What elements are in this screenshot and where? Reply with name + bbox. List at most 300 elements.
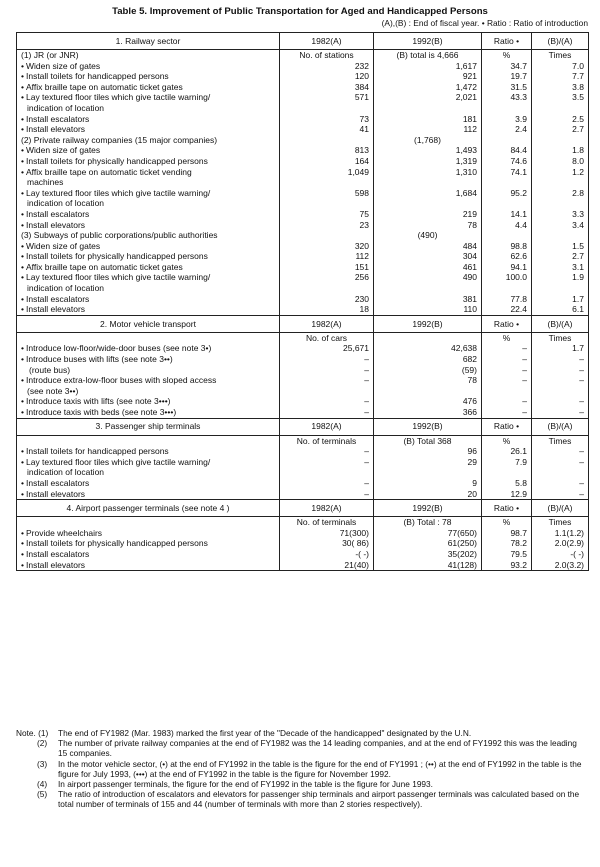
value-1982: 41 — [280, 124, 374, 135]
row-label — [17, 241, 280, 252]
value-1992: 1,493 — [374, 145, 482, 156]
row-label-text: • Affix braille tape on automatic ticket vending — [21, 167, 275, 178]
table-row — [17, 167, 589, 188]
value-1982: 320 — [280, 241, 374, 252]
row-label — [17, 549, 280, 560]
row-label-text: (1) JR (or JNR) — [21, 50, 79, 60]
row-label-text: • Affix braille tape on automatic ticket gates — [21, 262, 275, 273]
row-label-text: • Introduce low-floor/wide-door buses (see note 3•) — [21, 343, 275, 354]
value-1992: 1,617 — [374, 61, 482, 72]
table-row — [17, 82, 589, 93]
value-1992: (1,768) — [374, 135, 482, 146]
value-times: 2.0(2.9) — [532, 538, 589, 549]
value-ratio: 78.2 — [482, 538, 532, 549]
row-label-text: • Introduce buses with lifts (see note 3••) — [21, 354, 275, 365]
value-ratio: 3.9 — [482, 114, 532, 125]
value-1992: 219 — [374, 209, 482, 220]
value-1982: 73 — [280, 114, 374, 125]
value-times: 2.0(3.2) — [532, 560, 589, 571]
table-row — [17, 92, 589, 113]
table-row — [17, 251, 589, 262]
value-1982: – — [280, 489, 374, 500]
value-1982: 571 — [280, 92, 374, 113]
row-label — [17, 188, 280, 209]
table-row — [17, 241, 589, 252]
value-1982: 30( 86) — [280, 538, 374, 549]
value-1992: 96 — [374, 446, 482, 457]
row-label-text: (route bus) — [29, 364, 71, 375]
row-label — [17, 124, 280, 135]
value-ratio: 12.9 — [482, 489, 532, 500]
value-ratio: 31.5 — [482, 82, 532, 93]
table-row — [17, 135, 589, 146]
row-label-text: • Introduce extra-low-floor buses with sloped access — [21, 375, 275, 386]
note-text: In airport passenger terminals, the figure for the end of FY1992 in the table is the figure for June 1993. — [58, 779, 433, 790]
value-times: – — [532, 407, 589, 418]
table-row — [17, 71, 589, 82]
header-cell: 3. Passenger ship terminals — [17, 418, 280, 435]
value-times: – — [532, 396, 589, 407]
table-row — [17, 375, 589, 396]
value-ratio: 98.8 — [482, 241, 532, 252]
table-row — [17, 114, 589, 125]
row-label — [17, 114, 280, 125]
header-cell: Ratio • — [482, 315, 532, 332]
row-label-continued: machines — [27, 177, 64, 188]
value-times: Times — [532, 517, 589, 528]
row-label-text: • Install escalators — [21, 294, 275, 305]
value-1982: 112 — [280, 251, 374, 262]
value-1992: 78 — [374, 375, 482, 396]
row-label — [17, 457, 280, 478]
value-ratio: – — [482, 343, 532, 354]
table-row — [17, 294, 589, 305]
row-label-continued: indication of location — [27, 467, 105, 478]
table-row — [17, 549, 589, 560]
note-item — [16, 759, 588, 779]
table-row — [17, 560, 589, 571]
value-1982: 18 — [280, 304, 374, 315]
value-ratio: 19.7 — [482, 71, 532, 82]
table-row — [17, 304, 589, 315]
value-1992: 77(650) — [374, 528, 482, 539]
value-ratio: 26.1 — [482, 446, 532, 457]
table-row — [17, 124, 589, 135]
table-row — [17, 332, 589, 343]
value-ratio: – — [482, 396, 532, 407]
value-ratio: 77.8 — [482, 294, 532, 305]
row-label — [17, 135, 280, 146]
value-1992: 682 — [374, 354, 482, 365]
header-cell: 1. Railway sector — [17, 33, 280, 50]
value-ratio: 62.6 — [482, 251, 532, 262]
row-label — [17, 407, 280, 418]
value-1992: 921 — [374, 71, 482, 82]
value-times: 3.8 — [532, 82, 589, 93]
note-text: The end of FY1982 (Mar. 1983) marked the first year of the "Decade of the handicapped" designated by the U.N. — [58, 728, 472, 738]
value-1982: 598 — [280, 188, 374, 209]
value-ratio: 34.7 — [482, 61, 532, 72]
row-label — [17, 220, 280, 231]
value-1992: 2,021 — [374, 92, 482, 113]
note-item — [16, 728, 588, 738]
value-times: -( -) — [532, 549, 589, 560]
header-cell: 1992(B) — [374, 315, 482, 332]
value-times: – — [532, 478, 589, 489]
row-label — [17, 82, 280, 93]
value-1992: 1,684 — [374, 188, 482, 209]
value-1992: 476 — [374, 396, 482, 407]
value-ratio: % — [482, 50, 532, 61]
value-1992: 381 — [374, 294, 482, 305]
value-ratio — [482, 230, 532, 241]
value-times: 2.8 — [532, 188, 589, 209]
value-1992: 9 — [374, 478, 482, 489]
value-1982: No. of terminals — [280, 517, 374, 528]
row-label-continued: indication of location — [27, 198, 105, 209]
value-1982: 164 — [280, 156, 374, 167]
value-1982: 23 — [280, 220, 374, 231]
section-header — [17, 315, 589, 332]
table-row — [17, 354, 589, 365]
value-times: 1.2 — [532, 167, 589, 188]
note-item — [16, 738, 588, 758]
note-item — [16, 779, 588, 789]
row-label — [17, 528, 280, 539]
value-ratio: % — [482, 435, 532, 446]
value-1982: 384 — [280, 82, 374, 93]
header-cell: Ratio • — [482, 418, 532, 435]
value-times: Times — [532, 435, 589, 446]
row-label-text: • Introduce taxis with lifts (see note 3•••) — [21, 396, 275, 407]
table-row — [17, 446, 589, 457]
row-label-text: • Install toilets for handicapped persons — [21, 446, 275, 457]
value-times: 7.7 — [532, 71, 589, 82]
value-ratio: 7.9 — [482, 457, 532, 478]
row-label — [17, 251, 280, 262]
table-row — [17, 272, 589, 293]
row-label — [17, 92, 280, 113]
value-1992: (59) — [374, 365, 482, 376]
value-1992: 29 — [374, 457, 482, 478]
value-ratio: 74.6 — [482, 156, 532, 167]
value-1992: 304 — [374, 251, 482, 262]
value-1982: 21(40) — [280, 560, 374, 571]
value-1992: 1,472 — [374, 82, 482, 93]
row-label — [17, 478, 280, 489]
row-label — [17, 294, 280, 305]
value-ratio: 74.1 — [482, 167, 532, 188]
table-row — [17, 396, 589, 407]
value-ratio: – — [482, 407, 532, 418]
row-label-text: • Widen size of gates — [21, 145, 275, 156]
row-label-text: • Lay textured floor tiles which give tactile warning/ — [21, 272, 275, 283]
value-1982: – — [280, 478, 374, 489]
value-times: Times — [532, 332, 589, 343]
table-row — [17, 478, 589, 489]
value-1992: 20 — [374, 489, 482, 500]
header-cell: (B)/(A) — [532, 500, 589, 517]
table-row — [17, 156, 589, 167]
row-label-text: • Affix braille tape on automatic ticket gates — [21, 82, 275, 93]
row-label — [17, 332, 280, 343]
value-1992: 42,638 — [374, 343, 482, 354]
value-times: 3.5 — [532, 92, 589, 113]
value-ratio: 5.8 — [482, 478, 532, 489]
value-1992: 461 — [374, 262, 482, 273]
value-1992: 110 — [374, 304, 482, 315]
value-times: 6.1 — [532, 304, 589, 315]
row-label-text: • Install toilets for physically handicapped persons — [21, 251, 275, 262]
row-label-text: (2) Private railway companies (15 major companies) — [21, 134, 218, 145]
value-times — [532, 230, 589, 241]
value-ratio: 4.4 — [482, 220, 532, 231]
value-times: 3.3 — [532, 209, 589, 220]
header-cell: 1982(A) — [280, 418, 374, 435]
row-label — [17, 375, 280, 396]
value-1982 — [280, 135, 374, 146]
value-times: 7.0 — [532, 61, 589, 72]
row-label-text: • Lay textured floor tiles which give tactile warning/ — [21, 92, 275, 103]
header-cell: (B)/(A) — [532, 33, 589, 50]
value-ratio: 84.4 — [482, 145, 532, 156]
value-times: 1.7 — [532, 343, 589, 354]
value-ratio: 2.4 — [482, 124, 532, 135]
note-text: The ratio of introduction of escalators and elevators for passenger ship terminals and airport passenger terminals was calculated based on the total number of terminals of 155 and 44 (number of terminals with more than 2 stories respectively). — [58, 789, 580, 810]
value-ratio: % — [482, 332, 532, 343]
value-times: 2.5 — [532, 114, 589, 125]
value-ratio: 100.0 — [482, 272, 532, 293]
row-label-text: • Install elevators — [21, 489, 275, 500]
header-cell: 1982(A) — [280, 315, 374, 332]
row-label — [17, 145, 280, 156]
row-label — [17, 61, 280, 72]
value-1992: (B) Total 368 — [374, 435, 482, 446]
value-1992: 490 — [374, 272, 482, 293]
table-row — [17, 343, 589, 354]
header-cell: 1982(A) — [280, 33, 374, 50]
table-row — [17, 61, 589, 72]
value-1992: 61(250) — [374, 538, 482, 549]
table-row — [17, 457, 589, 478]
row-label — [17, 517, 280, 528]
value-ratio: 94.1 — [482, 262, 532, 273]
header-cell: 1982(A) — [280, 500, 374, 517]
row-label-text: • Widen size of gates — [21, 241, 275, 252]
value-ratio: 43.3 — [482, 92, 532, 113]
row-label-continued: indication of location — [27, 283, 105, 294]
row-label — [17, 262, 280, 273]
row-label — [17, 560, 280, 571]
row-label — [17, 446, 280, 457]
value-ratio: 22.4 — [482, 304, 532, 315]
value-1982: 813 — [280, 145, 374, 156]
value-times: 3.1 — [532, 262, 589, 273]
value-times: 1.1(1.2) — [532, 528, 589, 539]
value-ratio: 14.1 — [482, 209, 532, 220]
value-1982: – — [280, 407, 374, 418]
row-label-text: • Install elevators — [21, 304, 275, 315]
note-item — [16, 789, 588, 809]
value-1982: – — [280, 365, 374, 376]
value-times: 1.8 — [532, 145, 589, 156]
note-label: (4) — [37, 779, 48, 790]
row-label — [17, 343, 280, 354]
value-ratio: – — [482, 354, 532, 365]
row-label-text: • Install elevators — [21, 560, 275, 571]
value-ratio: – — [482, 365, 532, 376]
table-row — [17, 538, 589, 549]
value-1982: 232 — [280, 61, 374, 72]
value-times: – — [532, 489, 589, 500]
value-1992: 35(202) — [374, 549, 482, 560]
note-text: In the motor vehicle sector, (•) at the end of FY1992 in the table is the figure for the end of FY1991 ; (••) at the end of FY1992 in the table is the figure for July 1993, (•••) at the end of FY1992 in the table is the figure for November 1992. — [58, 758, 582, 779]
value-1982: – — [280, 354, 374, 365]
header-cell: Ratio • — [482, 33, 532, 50]
table-row — [17, 365, 589, 376]
value-1992: (B) total is 4,666 — [374, 50, 482, 61]
row-label-text: • Install toilets for physically handicapped persons — [21, 156, 275, 167]
note-label: Note. (1) — [16, 728, 49, 738]
row-label-text: • Install toilets for physically handicapped persons — [21, 538, 275, 549]
header-cell: 1992(B) — [374, 418, 482, 435]
value-1992: 484 — [374, 241, 482, 252]
row-label-text: • Install escalators — [21, 209, 275, 220]
value-1982: 230 — [280, 294, 374, 305]
value-1982: 256 — [280, 272, 374, 293]
row-label-continued: indication of location — [27, 102, 105, 113]
row-label — [17, 71, 280, 82]
value-times: 2.7 — [532, 251, 589, 262]
row-label — [17, 50, 280, 61]
value-times: 1.9 — [532, 272, 589, 293]
value-times: 1.5 — [532, 241, 589, 252]
value-ratio: 93.2 — [482, 560, 532, 571]
value-times: Times — [532, 50, 589, 61]
row-label-text: • Install elevators — [21, 220, 275, 231]
note-label: (2) — [37, 738, 48, 749]
value-1982: No. of stations — [280, 50, 374, 61]
table-row — [17, 50, 589, 61]
row-label — [17, 304, 280, 315]
value-times: 2.7 — [532, 124, 589, 135]
row-label — [17, 396, 280, 407]
value-1992: 181 — [374, 114, 482, 125]
table-row — [17, 188, 589, 209]
value-times: – — [532, 457, 589, 478]
value-1992 — [374, 332, 482, 343]
header-cell: 1992(B) — [374, 33, 482, 50]
row-label — [17, 435, 280, 446]
value-times: – — [532, 446, 589, 457]
value-1992: 78 — [374, 220, 482, 231]
row-label — [17, 489, 280, 500]
value-1992: (490) — [374, 230, 482, 241]
notes — [16, 728, 588, 810]
table-row — [17, 230, 589, 241]
value-times: – — [532, 365, 589, 376]
value-1982: 25,671 — [280, 343, 374, 354]
row-label — [17, 365, 280, 376]
note-label: (3) — [37, 758, 48, 769]
row-label-text: (3) Subways of public corporations/public authorities — [21, 230, 218, 241]
value-1982: No. of terminals — [280, 435, 374, 446]
row-label-text: • Install toilets for handicapped persons — [21, 71, 275, 82]
note-label: (5) — [37, 789, 48, 800]
section-header — [17, 33, 589, 50]
note-text: The number of private railway companies at the end of FY1982 was the 14 leading companies, and at the end of FY1992 this was the leading 15 companies. — [58, 738, 577, 759]
row-label — [17, 230, 280, 241]
header-cell: 2. Motor vehicle transport — [17, 315, 280, 332]
value-1982: No. of cars — [280, 332, 374, 343]
row-label-text: • Widen size of gates — [21, 61, 275, 72]
value-1982: 71(300) — [280, 528, 374, 539]
value-1982: – — [280, 446, 374, 457]
value-1992: 1,319 — [374, 156, 482, 167]
value-times: – — [532, 354, 589, 365]
header-cell: Ratio • — [482, 500, 532, 517]
header-cell: 1992(B) — [374, 500, 482, 517]
row-label-continued: (see note 3••) — [27, 385, 79, 396]
value-1992: 1,310 — [374, 167, 482, 188]
table-row — [17, 220, 589, 231]
table-row — [17, 435, 589, 446]
value-ratio: 79.5 — [482, 549, 532, 560]
table-row — [17, 517, 589, 528]
row-label — [17, 538, 280, 549]
transport-table — [16, 32, 589, 571]
value-1992: 112 — [374, 124, 482, 135]
value-1982: 151 — [280, 262, 374, 273]
value-1992: 366 — [374, 407, 482, 418]
header-cell: (B)/(A) — [532, 418, 589, 435]
value-ratio: % — [482, 517, 532, 528]
value-times — [532, 135, 589, 146]
section-header — [17, 418, 589, 435]
row-label — [17, 167, 280, 188]
row-label-text: • Install escalators — [21, 478, 275, 489]
table-row — [17, 407, 589, 418]
table-legend: (A),(B) : End of fiscal year. • Ratio : Ratio of introduction — [381, 18, 588, 28]
section-header — [17, 500, 589, 517]
value-ratio: 98.7 — [482, 528, 532, 539]
header-cell: 4. Airport passenger terminals (see note 4 ) — [17, 500, 280, 517]
value-times: – — [532, 375, 589, 396]
row-label — [17, 272, 280, 293]
header-cell: (B)/(A) — [532, 315, 589, 332]
value-ratio — [482, 135, 532, 146]
row-label-text: • Lay textured floor tiles which give tactile warning/ — [21, 457, 275, 468]
value-times: 1.7 — [532, 294, 589, 305]
value-1982: – — [280, 457, 374, 478]
value-1982: 120 — [280, 71, 374, 82]
table-row — [17, 262, 589, 273]
row-label-text: • Provide wheelchairs — [21, 528, 275, 539]
row-label-text: • Lay textured floor tiles which give tactile warning/ — [21, 188, 275, 199]
row-label — [17, 156, 280, 167]
table-row — [17, 145, 589, 156]
value-1982: – — [280, 375, 374, 396]
table-row — [17, 489, 589, 500]
table-row — [17, 528, 589, 539]
value-1982: -( -) — [280, 549, 374, 560]
value-1982 — [280, 230, 374, 241]
row-label — [17, 354, 280, 365]
value-ratio: – — [482, 375, 532, 396]
value-ratio: 95.2 — [482, 188, 532, 209]
value-1982: 75 — [280, 209, 374, 220]
value-1982: 1,049 — [280, 167, 374, 188]
